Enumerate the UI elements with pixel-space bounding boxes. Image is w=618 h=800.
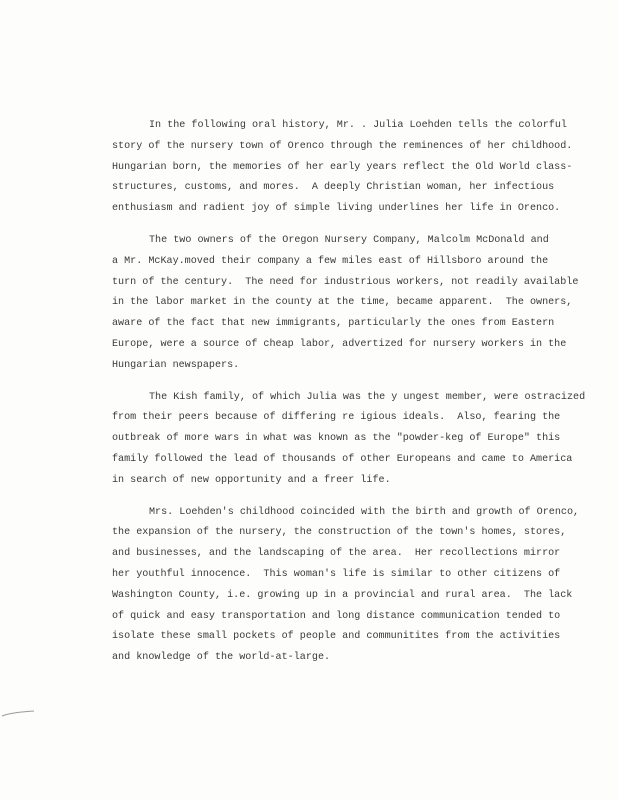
text-line: Hungarian newspapers.	[112, 359, 240, 371]
text-line: of quick and easy transportation and long distance communication tended to	[112, 610, 561, 622]
text-line: structures, customs, and mores. A deeply Christian woman, her infectious	[112, 182, 555, 194]
text-line: isolate these small pockets of people and communitites from the activities	[112, 631, 561, 643]
text-line: Mrs. Loehden's childhood coincided with the birth and growth of Orenco,	[149, 506, 580, 518]
text-line: a Mr. McKay.moved their company a few miles east of Hillsboro around the	[112, 255, 549, 267]
text-line: The two owners of the Oregon Nursery Company, Malcolm McDonald and	[149, 234, 549, 246]
text-line: story of the nursery town of Orenco through the reminences of her childhood.	[112, 140, 573, 152]
text-line: Washington County, i.e. growing up in a provincial and rural area. The lack	[112, 589, 573, 601]
text-line: family followed the lead of thousands of other Europeans and came to America	[112, 453, 573, 465]
paragraph-intro	[112, 116, 572, 220]
text-line: Hungarian born, the memories of her early years reflect the Old World class-	[112, 161, 573, 173]
text-line: enthusiasm and radient joy of simple living underlines her life in Orenco.	[112, 203, 561, 215]
paragraph-kish-family	[112, 388, 586, 492]
text-line: aware of the fact that new immigrants, particularly the ones from Eastern	[112, 318, 555, 330]
text-line: from their peers because of differing re igious ideals. Also, fearing the	[112, 412, 561, 424]
text-line: her youthful innocence. This woman's life is similar to other citizens of	[112, 568, 561, 580]
text-line: and knowledge of the world-at-large.	[112, 652, 331, 664]
text-line: In the following oral history, Mr. . Julia Loehden tells the colorful	[149, 120, 567, 131]
paragraph-nursery-company	[112, 231, 579, 377]
text-line: the expansion of the nursery, the construction of the town's homes, stores,	[112, 527, 567, 539]
text-line: in search of new opportunity and a freer life.	[112, 474, 391, 486]
text-line: turn of the century. The need for industrious workers, not readily available	[112, 276, 579, 288]
text-line: The Kish family, of which Julia was the y ungest member, were ostracized	[149, 391, 586, 403]
text-line: and businesses, and the landscaping of the area. Her recollections mirror	[112, 548, 561, 560]
text-line: Europe, were a source of cheap labor, advertized for nursery workers in the	[112, 338, 567, 350]
typed-text-body	[112, 116, 586, 680]
text-line: in the labor market in the county at the time, became apparent. The owners,	[112, 297, 573, 309]
paragraph-childhood	[112, 503, 580, 669]
text-line: outbreak of more wars in what was known as the "powder-keg of Europe" this	[112, 433, 561, 445]
scan-mark	[0, 706, 40, 722]
